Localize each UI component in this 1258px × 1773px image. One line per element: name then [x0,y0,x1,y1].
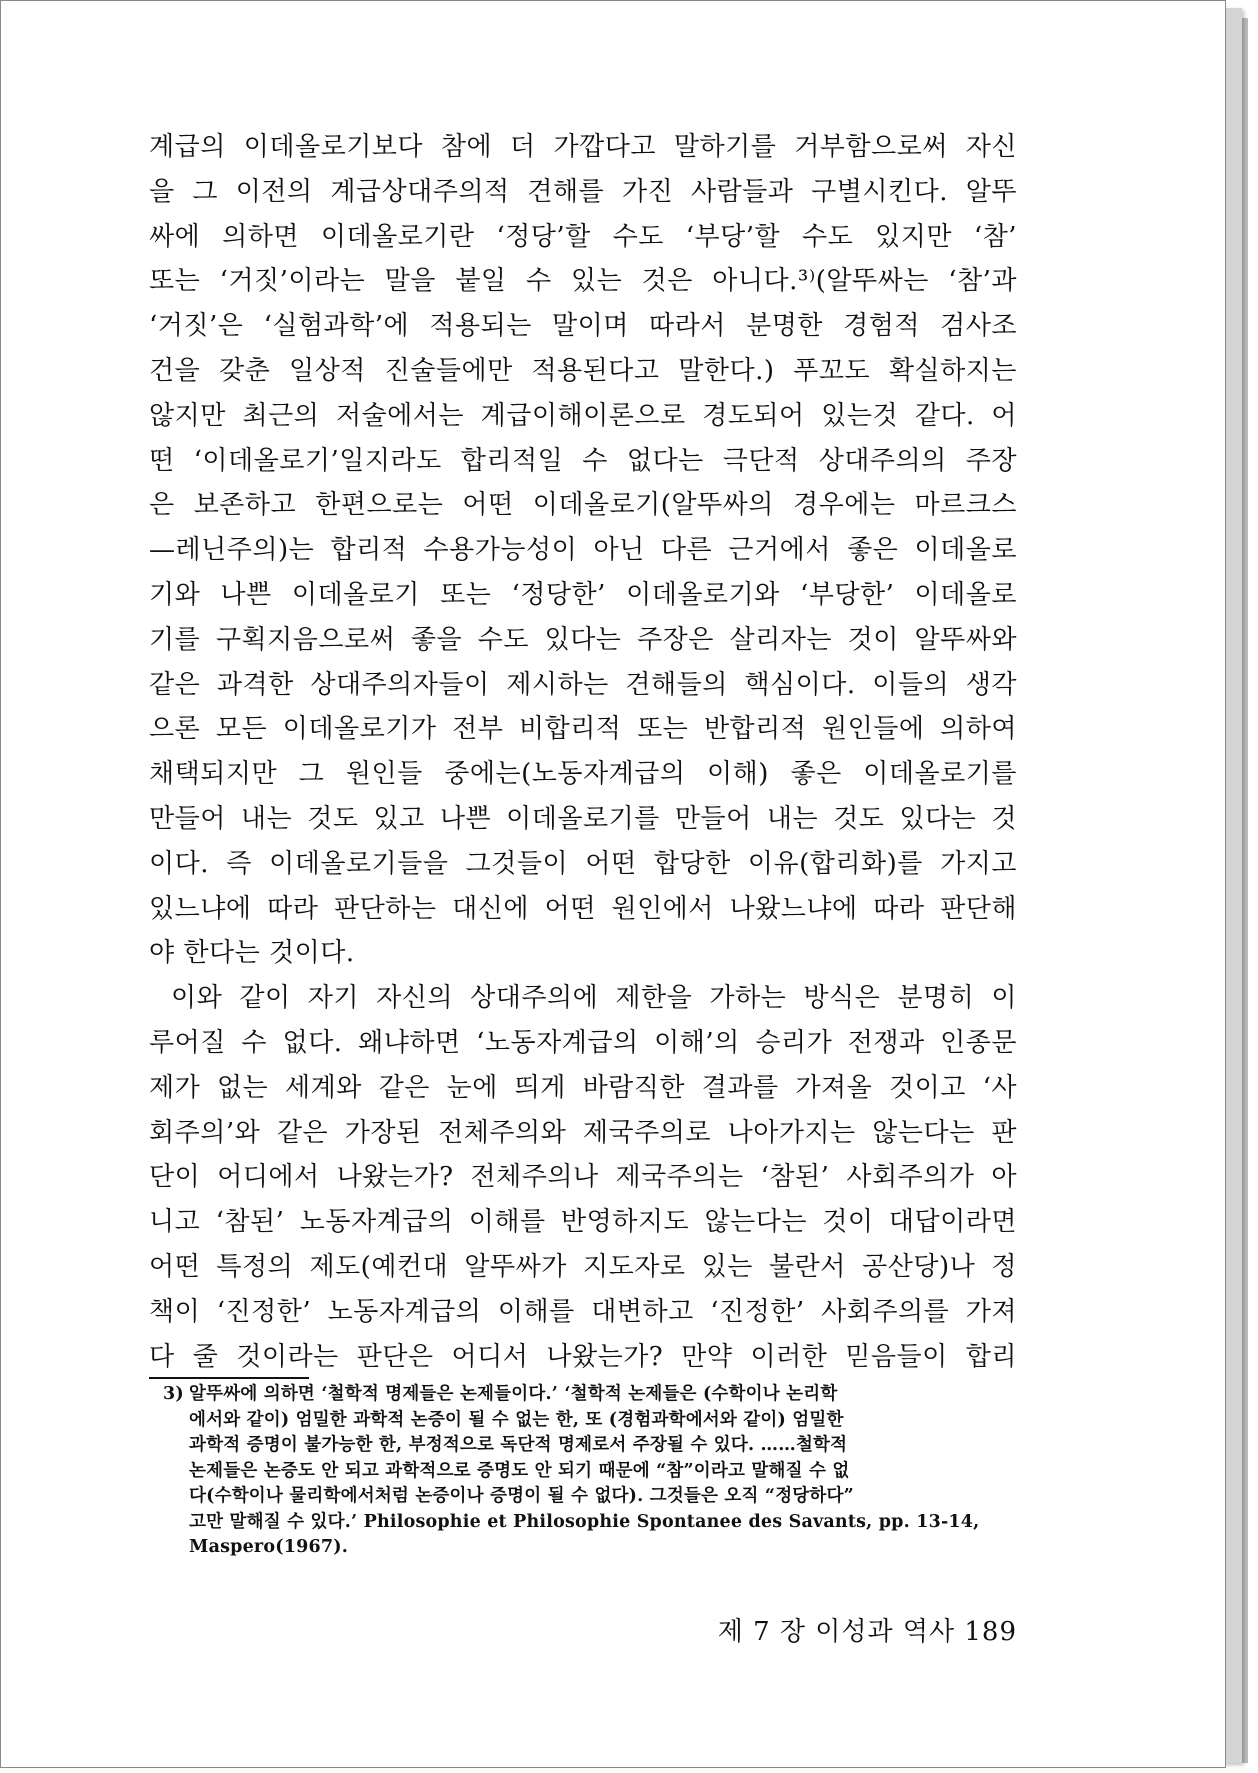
footnote-line: 다(수학이나 물리학에서처럼 논증이나 증명이 될 수 없다). 그것들은 오직 “정당하다” [189,1486,854,1506]
body-line: 만들어 내는 것도 있고 나쁜 이데올로기를 만들어 내는 것도 있다는 것 [149,803,1017,834]
footnote-line: 과학적 증명이 불가능한 한, 부정적으로 독단적 명제로서 주장될 수 있다. ……철학적 [189,1435,848,1455]
body-line: 회주의’와 같은 가장된 전체주의와 제국주의로 나아가지는 않는다는 판 [149,1117,1017,1148]
body-line: 계급의 이데올로기보다 참에 더 가깝다고 말하기를 거부함으로써 자신 [149,132,1017,162]
body-line: 같은 과격한 상대주의자들이 제시하는 견해들의 핵심이다. 이들의 생각 [149,669,1017,700]
body-line: 다 줄 것이라는 판단은 어디서 나왔는가? 만약 이러한 믿음들이 합리 [149,1341,1017,1372]
body-text [149,125,1017,1379]
body-line: —레닌주의)는 합리적 수용가능성이 아닌 다른 근거에서 좋은 이데올로 [149,535,1017,566]
body-line: 떤 ‘이데올로기’일지라도 합리적일 수 없다는 극단적 상대주의의 주장 [149,445,1017,476]
body-line: 으론 모든 이데올로기가 전부 비합리적 또는 반합리적 원인들에 의하여 [149,714,1017,745]
body-line-paragraph-end: 야 한다는 것이다. [149,938,355,969]
body-line: 않지만 최근의 저술에서는 계급이해이론으로 경도되어 있는것 같다. 어 [149,400,1017,431]
body-line: 또는 ‘거짓’이라는 말을 붙일 수 있는 것은 아니다.³⁾(알뚜싸는 ‘참’과 [149,266,1017,297]
footnote-line [163,1382,1017,1408]
body-line: 싸에 의하면 이데올로기란 ‘정당’할 수도 ‘부당’할 수도 있지만 ‘참’ [149,221,1017,252]
body-line: 어떤 특정의 제도(예컨대 알뚜싸가 지도자로 있는 불란서 공산당)나 정 [149,1251,1017,1282]
body-line: 책이 ‘진정한’ 노동자계급의 이해를 대변하고 ‘진정한’ 사회주의를 가져 [149,1296,1017,1327]
body-line: 니고 ‘참된’ 노동자계급의 이해를 반영하지도 않는다는 것이 대답이라면 [149,1207,1017,1238]
body-line: 은 보존하고 한편으로는 어떤 이데올로기(알뚜싸의 경우에는 마르크스 [149,490,1017,521]
body-line: 루어질 수 없다. 왜냐하면 ‘노동자계급의 이해’의 승리가 전쟁과 인종문 [149,1027,1017,1058]
body-line-paragraph-start: 이와 같이 자기 자신의 상대주의에 제한을 가하는 방식은 분명히 이 [171,983,1017,1014]
footnote-line: 에서와 같이) 엄밀한 과학적 논증이 될 수 없는 한, 또 (경험과학에서와 같이) 엄밀한 [189,1409,844,1430]
footnote-text: 알뚜싸에 의하면 ‘철학적 명제들은 논제들이다.’ ‘철학적 논제들은 (수학이나 논리학 [189,1384,838,1404]
body-line: 채택되지만 그 원인들 중에는(노동자계급의 이해) 좋은 이데올로기를 [149,759,1017,790]
body-line: 기를 구획지음으로써 좋을 수도 있다는 주장은 살리자는 것이 알뚜싸와 [149,624,1017,655]
body-line: 이다. 즉 이데올로기들을 그것들이 어떤 합당한 이유(합리화)를 가지고 [149,848,1017,879]
body-line: 건을 갖춘 일상적 진술들에만 적용된다고 말한다.) 푸꼬도 확실하지는 [149,355,1017,386]
body-line: 제가 없는 세계와 같은 눈에 띄게 바람직한 결과를 가져올 것이고 ‘사 [149,1072,1017,1103]
body-line: 있느냐에 따라 판단하는 대신에 어떤 원인에서 나왔느냐에 따라 판단해 [149,893,1017,924]
body-line: 단이 어디에서 나왔는가? 전체주의나 제국주의는 ‘참된’ 사회주의가 아 [149,1162,1017,1193]
page-footer: 제 7 장 이성과 역사 189 [717,1617,1017,1647]
footnote-divider [149,1377,309,1379]
footnote-line: 논제들은 논증도 안 되고 과학적으로 증명도 안 되기 때문에 “참”이라고 말해질 수 없 [189,1460,850,1481]
body-line: 기와 나쁜 이데올로기 또는 ‘정당한’ 이데올로기와 ‘부당한’ 이데올로 [149,579,1017,610]
footnote-number: 3) [163,1384,184,1404]
footnote-line: 고만 말해질 수 있다.’ Philosophie et Philosophie Spontanee des Savants, pp. 13-14, [189,1511,980,1532]
footnote-line: Maspero(1967). [189,1537,348,1557]
body-line: 을 그 이전의 계급상대주의적 견해를 가진 사람들과 구별시킨다. 알뚜 [149,176,1017,207]
body-line: ‘거짓’은 ‘실험과학’에 적용되는 말이며 따라서 분명한 경험적 검사조 [149,311,1017,342]
footnote [163,1382,1017,1561]
